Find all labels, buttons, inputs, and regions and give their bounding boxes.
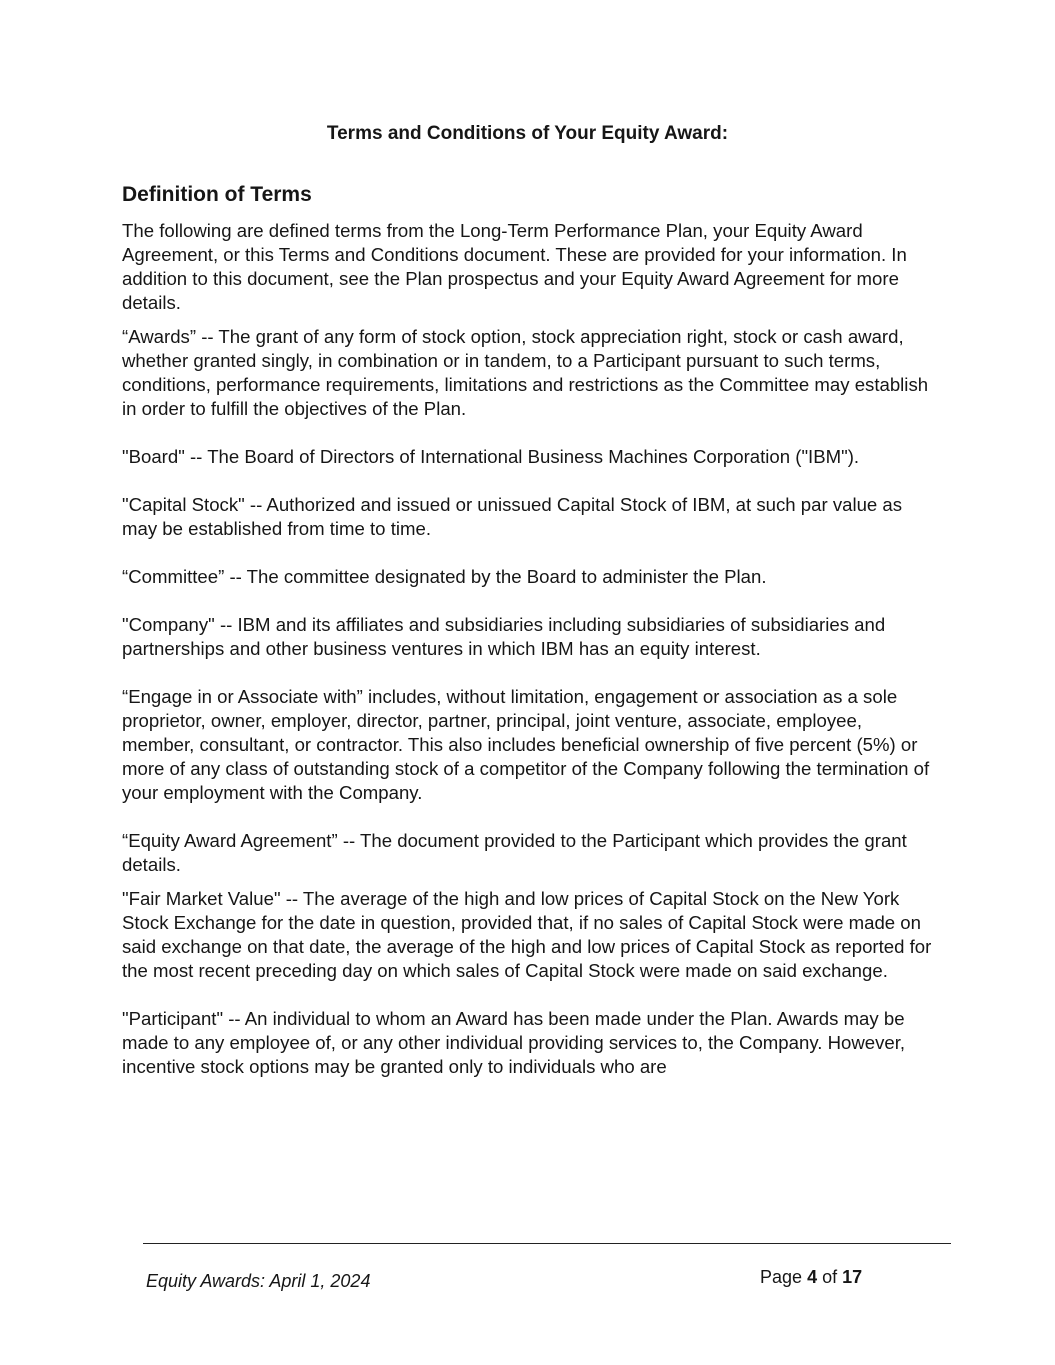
- definition-committee: “Committee” -- The committee designated by the Board to administer the Plan.: [122, 566, 767, 587]
- definition-board: "Board" -- The Board of Directors of International Business Machines Corporation ("IBM").: [122, 446, 860, 467]
- intro-paragraph: The following are defined terms from the Long-Term Performance Plan, your Equity Award Agreement, or this Terms and Conditions document. These are provided for your information. In addition to this document, see the Plan prospectus and your Equity Award Agreement for more details.: [122, 220, 907, 313]
- current-page: 4: [807, 1267, 818, 1287]
- page-label: Page: [760, 1267, 803, 1287]
- footer-divider: [143, 1243, 951, 1244]
- section-heading: Definition of Terms: [122, 183, 312, 206]
- total-pages: 17: [842, 1267, 863, 1287]
- document-title: Terms and Conditions of Your Equity Award:: [326, 123, 729, 144]
- document-body: [122, 219, 932, 1103]
- page-number: [760, 1266, 862, 1288]
- definition-awards: “Awards” -- The grant of any form of stock option, stock appreciation right, stock or cash award, whether granted singly, in combination or in tandem, to a Participant pursuant to such terms, conditions, performance requirements, limitations and restrictions as the Committee may establish in order to fulfill the objectives of the Plan.: [122, 326, 929, 419]
- definition-equity-award-agreement: “Equity Award Agreement” -- The document provided to the Participant which provides the grant details.: [122, 830, 907, 875]
- definitions-list: [122, 325, 932, 1079]
- definition-company: "Company" -- IBM and its affiliates and subsidiaries including subsidiaries of subsidiaries and partnerships and other business ventures in which IBM has an equity interest.: [122, 614, 886, 659]
- definition-engage-associate: “Engage in or Associate with” includes, without limitation, engagement or association as a sole proprietor, owner, employer, director, partner, principal, joint venture, associate, employee, member, consultant, or contractor. This also includes beneficial ownership of five percent (5%) or more of any class of outstanding stock of a competitor of the Company following the termination of your employment with the Company.: [122, 686, 930, 803]
- footer-document-date: Equity Awards: April 1, 2024: [146, 1271, 371, 1291]
- definition-fair-market-value: "Fair Market Value" -- The average of the high and low prices of Capital Stock on the New York Stock Exchange for the date in question, provided that, if no sales of Capital Stock were made on said exchange on that date, the average of the high and low prices of Capital Stock as reported for the most recent preceding day on which sales of Capital Stock were made on said exchange.: [122, 888, 932, 981]
- definition-participant: "Participant" -- An individual to whom an Award has been made under the Plan. Awards may be made to any employee of, or any other individual providing services to, the Company. However, incentive stock options may be granted only to individuals who are: [122, 1008, 906, 1077]
- of-label: of: [822, 1267, 838, 1287]
- definition-capital-stock: "Capital Stock" -- Authorized and issued or unissued Capital Stock of IBM, at such par value as may be established from time to time.: [122, 494, 903, 539]
